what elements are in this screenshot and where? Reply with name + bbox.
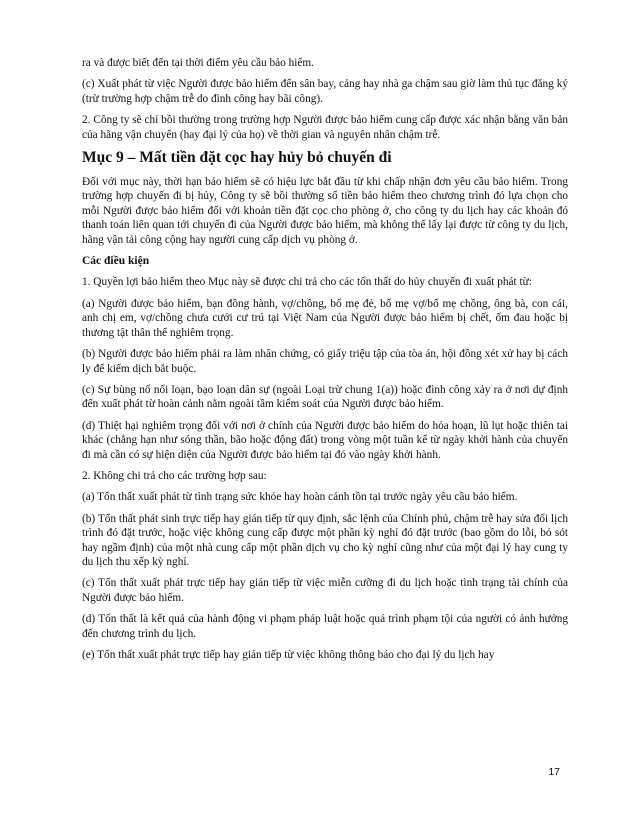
paragraph-item-c: (c) Xuất phát từ việc Người được bảo hiểm đến sân bay, cảng hay nhà ga chậm sau giờ làm thủ tục đăng ký (trừ trường hợp chậm trễ do đình công hay bãi công). [82, 78, 568, 105]
condition-1: 1. Quyền lợi bảo hiểm theo Mục này sẽ được chi trả cho các tổn thất do hủy chuyến đi xuất phát từ: [82, 276, 532, 289]
condition-1a: (a) Người được bảo hiểm, bạn đồng hành, vợ/chồng, bố mẹ đẻ, bố mẹ vợ/bố mẹ chồng, ông bà, con cái, anh chị em, vợ/chồng chưa cưới cư trú tại Việt Nam của Người được bảo hiểm bị chết, ốm đau hoặc bị thương tật thân thể nghiêm trọng. [82, 297, 568, 339]
condition-1b: (b) Người được bảo hiểm phải ra làm nhân chứng, có giấy triệu tập của tòa án, hội đồng xét xử hay bị cách ly để kiểm dịch bắt buộc. [82, 348, 568, 375]
condition-1d: (d) Thiệt hại nghiêm trọng đối với nơi ở chính của Người được bảo hiểm do hỏa hoạn, lũ lụt hoặc thiên tai khác (chẳng hạn như sóng thần, bão hoặc động đất) trong vòng một tuần kể từ ngày khởi hành của chuyến đi mà cần có sự hiện diện của Người được bảo hiểm tại đó vào ngày khởi hành. [82, 419, 568, 461]
paragraph-item-2: 2. Công ty sẽ chỉ bồi thường trong trường hợp Người được bảo hiểm cung cấp được xác nhận bằng văn bản của hãng vận chuyển (hay đại lý của họ) về thời gian và nguyên nhân chậm trễ. [82, 114, 568, 141]
condition-2a: (a) Tổn thất xuất phát từ tình trạng sức khỏe hay hoàn cảnh tồn tại trước ngày yêu cầu bảo hiểm. [82, 491, 518, 504]
condition-2e: (e) Tổn thất xuất phát trực tiếp hay gián tiếp từ việc không thông báo cho đại lý du lịch hay [82, 649, 495, 661]
condition-2: 2. Không chi trả cho các trường hợp sau: [82, 469, 267, 482]
condition-1c: (c) Sự bùng nổ nổi loạn, bạo loạn dân sự (ngoài Loại trừ chung 1(a)) hoặc đình công xảy ra ở nơi dự định đến xuất phát từ hoàn cảnh nằm ngoài tầm kiểm soát của Người được bảo hiểm. [82, 383, 568, 411]
paragraph-continuation: ra và được biết đến tại thời điểm yêu cầu bảo hiểm. [82, 57, 315, 69]
page-number: 17 [548, 766, 560, 778]
condition-2d: (d) Tổn thất là kết quả của hành động vi phạm pháp luật hoặc quá trình phạm tội của người có ảnh hưởng đến chương trình du lịch. [82, 613, 568, 640]
document-page [82, 56, 568, 669]
condition-2c: (c) Tổn thất xuất phát trực tiếp hay gián tiếp từ việc miễn cưỡng đi du lịch hoặc tình trạng tài chính của Người được bảo hiểm. [82, 577, 568, 604]
section-title: Mục 9 – Mất tiền đặt cọc hay hủy bỏ chuyến đi [82, 149, 392, 167]
condition-2b: (b) Tổn thất phát sinh trực tiếp hay gián tiếp từ quy định, sắc lệnh của Chính phủ, chậm trễ hay sửa đổi lịch trình đó đặt trước, hoặc việc không cung cấp được một phần kỳ nghỉ đó đặt trước (bao gồm do lỗi, bỏ sót hay ngầm định) của một nhà cung cấp một phần dịch vụ cho kỳ nghỉ cũng như của một đại lý hay cung ty du lịch thu xếp kỳ nghỉ. [82, 512, 568, 568]
conditions-heading: Các điều kiện [82, 255, 150, 268]
intro-paragraph: Đối với mục này, thời hạn bảo hiểm sẽ có hiệu lực bắt đầu từ khi chấp nhận đơn yêu cầu bảo hiểm. Trong trường hợp chuyến đi bị hủy, Công ty sẽ bồi thường số tiền bảo hiểm theo chương trình đó lựa chọn cho mỗi Người được bảo hiểm đối với khoản tiền đặt cọc cho phòng ở, cho công ty du lịch hay các khoản đó thanh toán liên quan tới chuyến đi của Người được bảo hiểm, mà không thể lấy lại được từ công ty du lịch, hãng vận tải công cộng hay người cung cấp dịch vụ phòng ở. [82, 176, 568, 246]
